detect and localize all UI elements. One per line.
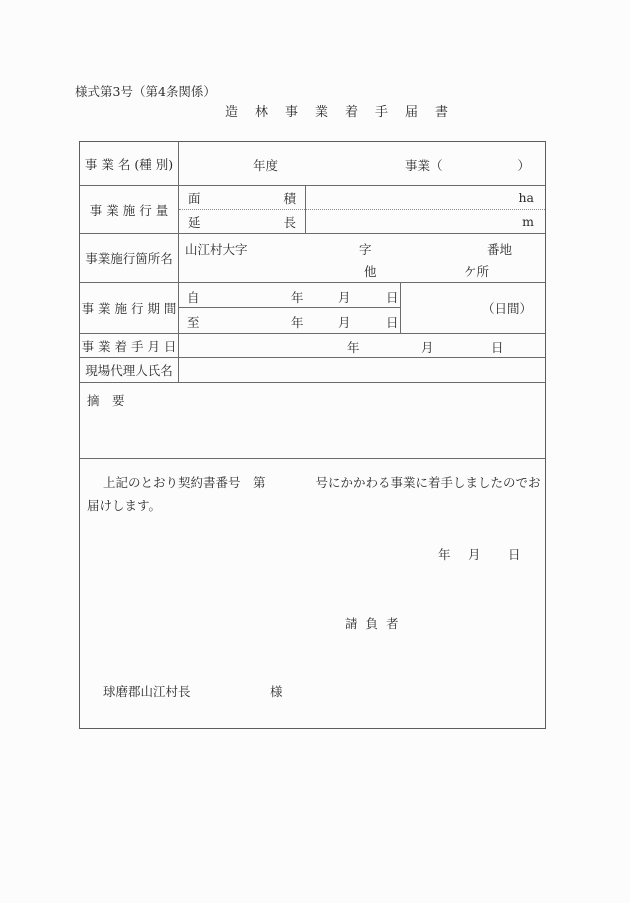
area-label-left: 面: [188, 190, 201, 206]
form-number: 様式第3号（第4条関係）: [75, 84, 216, 99]
length-label-right: 長: [283, 214, 296, 230]
year-label: 年: [347, 340, 360, 355]
length-unit: m: [522, 214, 534, 229]
row-work-period: [80, 283, 545, 334]
remarks-label: 摘 要: [87, 393, 125, 408]
business-paren-label: 事業（ ）: [405, 158, 531, 173]
business-name-label: 事 業 名 (種 別): [80, 142, 179, 185]
day-label: 日: [386, 315, 399, 330]
year-label: 年: [291, 315, 304, 330]
addressee-label: 球磨郡山江村長: [103, 684, 191, 699]
start-date-label: 事 業 着 手 月 日: [80, 334, 179, 357]
banchi-label: 番地: [487, 242, 513, 257]
work-location-label: 事業施行箇所名: [80, 234, 179, 282]
area-length-divider: [179, 209, 545, 210]
row-site-agent: [80, 358, 545, 383]
form-table: [79, 141, 546, 729]
period-to-row: [179, 308, 400, 333]
area-sublabel: [179, 186, 305, 209]
year-label: 年: [438, 547, 451, 562]
village-prefix-label: 山江村大字: [185, 242, 248, 257]
area-unit: ha: [518, 190, 534, 205]
day-label: 日: [386, 290, 399, 305]
month-label: 月: [338, 290, 351, 305]
length-label-left: 延: [188, 214, 201, 230]
row-body: [80, 459, 545, 728]
body-text-line1: 上記のとおり契約書番号 第 号にかかわる事業に着手しましたのでお: [103, 475, 541, 490]
year-label: 年: [291, 290, 304, 305]
hoka-label: 他: [364, 264, 377, 279]
period-from-row: [179, 283, 400, 308]
fiscal-year-label: 年度: [253, 158, 279, 173]
honorific-label: 様: [270, 684, 283, 699]
contractor-label: 請 負 者: [345, 616, 401, 631]
form-title: 造林事業着手届書: [225, 105, 466, 120]
aza-label: 字: [359, 242, 372, 257]
from-label: 自: [187, 290, 200, 305]
work-volume-label: 事 業 施 行 量: [80, 186, 179, 233]
row-work-volume: [80, 186, 545, 234]
month-label: 月: [421, 340, 434, 355]
site-agent-label: 現場代理人氏名: [80, 358, 179, 382]
work-period-dates: [179, 283, 401, 333]
area-label-right: 積: [283, 190, 296, 206]
day-label: 日: [491, 340, 504, 355]
length-sublabel: [179, 210, 305, 233]
month-label: 月: [468, 547, 481, 562]
day-label: 日: [508, 547, 521, 562]
row-work-location: [80, 234, 545, 283]
to-label: 至: [187, 315, 200, 330]
days-paren-label: （日間）: [481, 301, 532, 316]
row-start-date: [80, 334, 545, 358]
kasho-label: ケ所: [464, 264, 490, 279]
month-label: 月: [338, 315, 351, 330]
work-period-label: 事 業 施 行 期 間: [80, 283, 179, 333]
row-business-name: [80, 142, 545, 186]
row-remarks: [80, 383, 545, 459]
body-text-line2: 届けします。: [87, 498, 162, 513]
